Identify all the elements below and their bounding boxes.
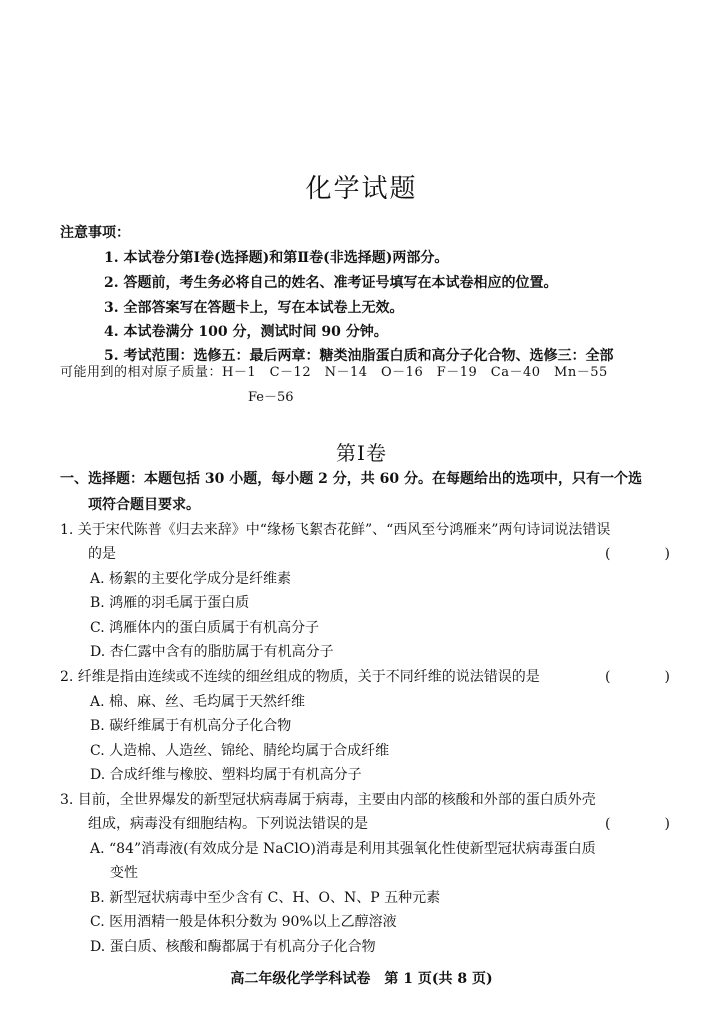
- question-3-answer-bracket: ( ): [605, 816, 690, 832]
- question-1-option-d: D. 杏仁露中含有的脂肪属于有机高分子: [90, 644, 334, 660]
- question-3-option-d: D. 蛋白质、核酸和酶都属于有机高分子化合物: [90, 939, 376, 955]
- question-1-option-a: A. 杨絮的主要化学成分是纤维素: [90, 571, 292, 587]
- question-1-stem: 1. 关于宋代陈普《归去来辞》中“缘杨飞絮杏花鲜”、“西风至兮鸿雁来”两句诗词说法错误: [60, 522, 611, 538]
- question-3-stem-continued: 组成，病毒没有细胞结构。下列说法错误的是: [88, 816, 368, 832]
- question-3-option-c: C. 医用酒精一般是体积分数为 90%以上乙醇溶液: [90, 914, 397, 930]
- question-2-option-c: C. 人造棉、人造丝、锦纶、腈纶均属于合成纤维: [90, 743, 390, 759]
- notice-item-5: 5. 考试范围：选修五：最后两章：糖类油脂蛋白质和高分子化合物、选修三：全部: [104, 348, 614, 364]
- question-1-option-b: B. 鸿雁的羽毛属于蛋白质: [90, 595, 250, 611]
- question-2-option-a: A. 棉、麻、丝、毛均属于天然纤维: [90, 694, 306, 710]
- part-heading: 一、选择题：本题包括 30 小题，每小题 2 分，共 60 分。在每题给出的选项中，只有一个选: [60, 471, 642, 487]
- part-heading-continued: 项符合题目要求。: [88, 497, 200, 513]
- section-title: 第Ⅰ卷: [336, 441, 387, 465]
- question-2-answer-bracket: ( ): [605, 669, 690, 685]
- notice-item-2: 2. 答题前，考生务必将自己的姓名、准考证号填写在本试卷相应的位置。: [104, 275, 558, 291]
- question-1-option-c: C. 鸿雁体内的蛋白质属于有机高分子: [90, 620, 320, 636]
- page-footer: 高二年级化学学科试卷 第 1 页(共 8 页): [230, 971, 493, 987]
- page-title: 化学试题: [305, 174, 418, 204]
- question-3-option-b: B. 新型冠状病毒中至少含有 C、H、O、N、P 五种元素: [90, 890, 441, 906]
- notice-item-4: 4. 本试卷满分 100 分，测试时间 90 分钟。: [104, 324, 388, 340]
- question-2-option-d: D. 合成纤维与橡胶、塑料均属于有机高分子: [90, 767, 362, 783]
- question-1-stem-continued: 的是: [88, 546, 116, 562]
- notice-item-3: 3. 全部答案写在答题卡上，写在本试卷上无效。: [104, 300, 404, 316]
- atomic-mass-line: 可能用到的相对原子质量：H－1 C－12 N－14 O－16 F－19 Ca－40 Mn－55: [60, 365, 608, 380]
- question-2-stem: 2. 纤维是指由连续或不连续的细丝组成的物质，关于不同纤维的说法错误的是: [60, 669, 540, 685]
- notice-heading: 注意事项：: [60, 225, 130, 241]
- notice-item-1: 1. 本试卷分第Ⅰ卷(选择题)和第Ⅱ卷(非选择题)两部分。: [104, 250, 449, 266]
- atomic-mass-line-continued: Fe－56: [248, 390, 294, 405]
- question-3-option-a: A. “84”消毒液(有效成分是 NaClO)消毒是利用其强氧化性使新型冠状病毒蛋白质: [90, 841, 596, 857]
- question-3-option-a-continued: 变性: [110, 865, 138, 881]
- question-1-answer-bracket: ( ): [605, 546, 690, 562]
- question-3-stem: 3. 目前，全世界爆发的新型冠状病毒属于病毒，主要由内部的核酸和外部的蛋白质外壳: [60, 792, 596, 808]
- question-2-option-b: B. 碳纤维属于有机高分子化合物: [90, 718, 292, 734]
